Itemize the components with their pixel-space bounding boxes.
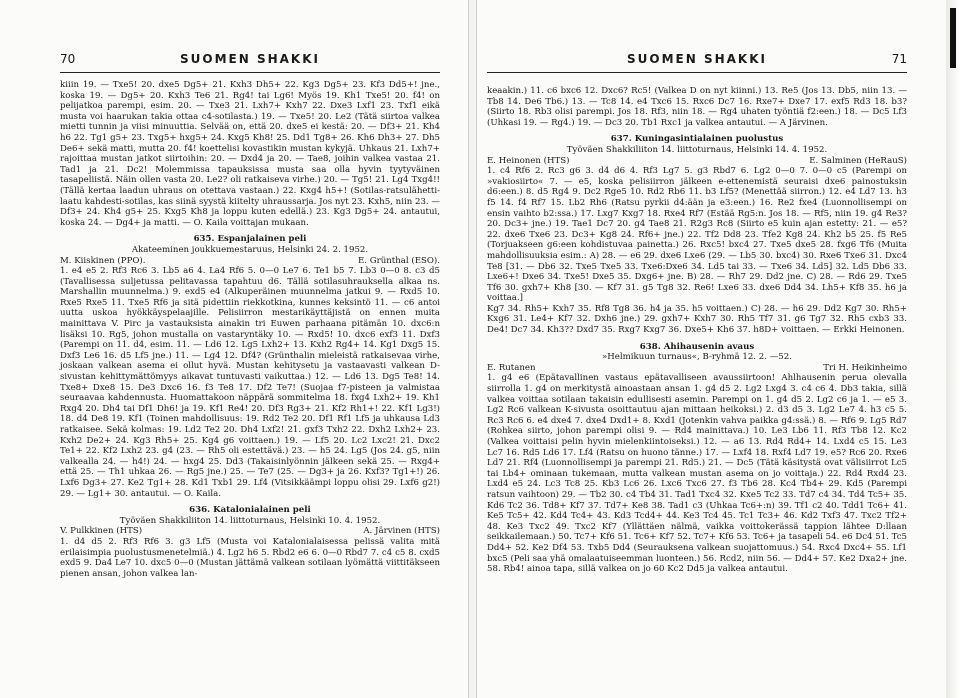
page-number-right: 71 xyxy=(891,52,907,66)
page-edge xyxy=(946,0,960,698)
running-title-right: SUOMEN SHAKKI xyxy=(627,52,767,66)
game-637-event: Työväen Shakkiliiton 14. liittoturnaus, Helsinki 14. 4. 1952. xyxy=(566,144,828,155)
binding-mark xyxy=(950,8,956,68)
game-637-heading: 637. Kuningasintialainen puolustus xyxy=(610,134,784,145)
game-637-moves-cont: Kg7 34. Rh5+ Kxh7 35. Rf8 Tg8 36. h4 ja 35. h5 voittaen.) C) 28. — h6 29. Dd2 Kg7 30. Rh5+ Kxg6 31. Le4+ Kf7 32. Dxh6 jne.) 29. gxh7+ Kxh7 30. Rh5 Tf7 31. g6 Tg7 32. Rh5 cxb3 33. De4! Dc7 34. Kh3?? Dxd7 35. Rxg7 Kxg7 36. Dxe5+ Kh6 37. h8D+ voittaen. — Erkki Heinonen. xyxy=(487,303,907,336)
game-637-black: E. Salminen (HeRauS) xyxy=(809,155,907,166)
game-638-players xyxy=(487,363,907,374)
game-637-players xyxy=(487,156,907,167)
game-635-event: Akateeminen joukkuemestaruus, Helsinki 24. 2. 1952. xyxy=(131,244,369,255)
continuation-text-left: kiiin 19. — Txe5! 20. dxe5 Dg5+ 21. Kxh3 Dh5+ 22. Kg3 Dg5+ 23. Kf3 Dd5+! jne., koska 19. — Dg5+ 20. Kxh3 Te6 21. Rg4! tai Lg6! Myös 19. Kh1 Txe5! 20. f4! on pelijatkoa parempi, esim. 20. — Txe3 21. Lxh7+ Kxh7 22. Dxe3 Lxf1 23. Txf1 eikä musta voi haarukan takia ottaa c4-sotilasta.) 19. — Txe5! 20. Le2 (Tätä siirtoa valkea mietti tunnin ja viisi minuuttia. Selvää on, että 20. dxe5 ei kestä: 20. — Df3+ 21. Kh4 h6 22. Tg1 g5+ 23. Txg5+ hxg5+ 24. Kxg5 Kh8! 25. Dd1 Tg8+ 26. Kh6 Dh3+ 27. Dh5 De6+ sekä matti, mutta 20. f4! koettelisi kovastikin mustan kykyjä. Uhkaus 21. Lxh7+ rajoittaa mustan jatkot siirtoihin: 20. — Dxd4 ja 20. — Tae8, joihin valkea vastaa 21. Tad1 ja 21. Dc2! Molemmissa tapauksissa musta saa olla hyvin tyytyväinen tasapeliistä. Näin ollen vasta 20. Le2? oli ratkaiseva virhe.) 20. — Tg5! 21. Lg4 Txg4!! (Tällä kertaa laadun uhraus on otettava vastaan.) 22. Kxg4 h5+! (Sotilas-ratsulähetti-laatu kahdesti-sotilas, kas siinä syystä kiitelty uhraussarja. Jos nyt 23. Kxh5, niin 23. — Df3+ 24. Kh4 g5+ 25. Kxg5 Kh8 ja loppu kuten edellä.) 23. Kg3 Dg5+ 24. antautui, koska 24. — Dg4+ ja matti. — O. Kaila voittajan mukaan. xyxy=(60,80,440,228)
game-638-white: E. Rutanen xyxy=(487,362,536,373)
game-636-heading: 636. Katalonialainen peli xyxy=(189,505,311,516)
game-636-moves: 1. d4 d5 2. Rf3 Rf6 3. g3 Lf5 (Musta voi Katalonialaisessa pelissä valita mitä erilaisimpia puolustusmenetelmiä.) 4. Lg2 h6 5. Rbd2 e6 6. 0—0 Rbd7 7. c4 c5 8. cxd5 exd5 9. Da4 Le7 10. dxc5 0—0 (Mustan jättämä valkean sotilaan lyömättä viittitäkseen pienen ansan, johon valkea lan- xyxy=(60,536,440,579)
right-page-body xyxy=(487,86,907,575)
game-636-black: A. Järvinen (HTS) xyxy=(363,526,440,537)
game-638-heading: 638. Ahihausenin avaus xyxy=(639,341,755,352)
game-635-black: E. Grünthal (ESO). xyxy=(357,255,440,266)
game-637-moves: 1. c4 Rf6 2. Rc3 g6 3. d4 d6 4. Rf3 Lg7 5. g3 Rbd7 6. Lg2 0—0 7. 0—0 c5 (Parempi on »vakiosiirto« 7. — e5, koska pelisiirron jälkeen e-ettenemistä seuraisi dxe6 painostuksin d6:een.) 8. d5 Rg4 9. Dc2 Rge5 10. Rd2 Rb6 11. b3 Lf5? (Menettää siirron.) 12. e4 Ld7 13. h3 f5 14. f4 Rf7 15. Lb2 Rh6 (Ratsu pyrkii d4:ään ja e3:een.) 16. Re2 fxe4 (Luonnollisempi on ensin vaihto b2:ssa.) 17. Lxg7 Kxg7 18. Rxe4 Rf7 (Estää Rg5:n. Jos 18. — Rf5, niin 19. g4 Re3? 20. Dc3+ jne.) 19. Tae1 Dc7 20. g4 Tae8 21. R2g3 Rc8 (Siirto e5 kuin ajan estetty: 21. — e5? 22. dxe6 Txe6 23. Dc3+ Kg8 24. Rf6+ jne.) 22. Tf2 Dd8 23. Tfe2 Kg8 24. Kh2 b5 25. f5 Re5 (Torjuakseen g6:een kohdistuvaa painetta.) 26. Rxc5! bxc4 27. Txe5 dxe5 28. fxg6 Tf6 (Muita mahdollisuuksia esim.: A) 28. — e6 29. dxe6 Lxe6 (29. — Lb5 30. bxc4) 30. Rxe6 Txe6 31. Dxc4 Te8 [31. — Db6 32. Txe5 Txe5 33. Txe6:Dxe6 34. Ld5 tai 33. — Txe6 34. Ld5] 32. Ld5 Db6 33. Lxe6+! Dxe6 34. Txe5! Dxe5 35. Dxg6+ jne. B) 28. — Rh7 29. Dd2 jne. C) 28. — Rd6 29. Txe5 Tf6 30. gxh7+ Kh8 [30. — Kf7 31. g5 Tg8 32. Re6! Lxe6 33. dxe6 Dd4 34. Lh5+ Kf8 35. h6 ja voittaa.] xyxy=(487,166,907,304)
running-title-left: SUOMEN SHAKKI xyxy=(180,52,320,66)
game-636-players xyxy=(60,526,440,537)
game-638-subtitle: »Helmikuun turnaus«, B-ryhmä 12. 2. —52. xyxy=(602,352,792,363)
game-635-white: M. Kiiskinen (PPO). xyxy=(60,255,146,266)
game-635-heading: 635. Espanjalainen peli xyxy=(193,234,307,245)
game-638-moves: 1. g4 e6 (Epätavallinen vastaus epätavalliseen avaussiirtoon! Ahlhausenin perua olevalla siirrolla 1. g4 on merkitystä ainoastaan ansan 1. g4 d5 2. Lg2 Lxg4 3. c4 c6 4. Db3 takia, sillä valkea voittaa sotilaan takaisin edullisesti asemin. Parempi on 1. g4 d5 2. Lg2 c6 ja 1. — e5 3. Lg2 Rc6 valkean K-sivusta osoittautuu ajan mittaan heikoksi.) 2. d3 d5 3. Lg2 Le7 4. h3 c5 5. Rc3 Rc6 6. e4 dxe4 7. dxe4 Dxd1+ 8. Kxd1 (Jotenkin vahva paikka g4:ssä.) 8. — Rf6 9. Lg5 Rd7 (Rohkea siirto, johon parempi olisi 9. — Rd4 mainittava.) 10. Le3 Lb6 11. Rf3 Tb8 12. Kc2 (Valkea voittaisi pelin hyvin mielenkiintoiseksi.) 12. — a6 13. Rd4 Rd4+ 14. Lxd4 c5 15. Le3 Lc7 16. Rd5 Ld6 17. Lf4 (Ratsu on huono tänne.) 17. — Lxf4 18. Rxf4 Ld7 19. e5? Rc6 20. Rxe6 Ld7 21. Rf4 (Luonnollisempi ja parempi 21. Rd5.) 21. — Dc5 (Tätä käsitystä ovat välisiirrot Lc5 tai Lb4+ ominaan tukemaan, mutta valkean mustan asema on jo voittaja.) 22. Rd4 Rxd4 23. Lxd4 e5 24. Lc3 Tc8 25. Kb3 Lc6 26. Lxc6 Txc6 27. f3 Tb6 28. Kc4 Tb4+ 29. Kd5 (Parempi ratsun vaihtoon) 29. — Tb2 30. c4 Tb4 31. Tad1 Txc4 32. Kxe5 Tc2 33. Td7 c4 34. Td4 Tc5+ 35. Kd6 Tc2 36. Td8+ Kf7 37. Td7+ Ke8 38. Tad1 c3 (Uhkaa Tc6+:n) 39. Tf1 c2 40. Tdd1 Tc6+ 41. Ke5 Tc5+ 42. Kd4 Tc4+ 43. Kd3 Tcd4+ 44. Ke3 Tc4 45. Tc1 Tc3+ 46. Kd2 Txf3 47. Txc2 Tf2+ 48. Ke3 Txc2 49. Txc2 Kf7 (Yllättäen nälmä, vaikka voittokerässä tappion lähtee D:llaan seikkailemaan.) 50. Tc7+ Kf6 51. Tc6+ Kf7 52. Tc7+ Kf6 53. Tc6+ ja tasapeli 54. e6 Dc4 51. Tc5 Dd4+ 52. Ke2 Df4 53. Txb5 Dd4 (Seurauksena valkean suojattomuus.) 54. Rxc4 Dxc4+ 55. Lf1 bxc5 (Peli saa yhä omalaatuiseemman luonteen.) 56. Rcd2, niin 56. — Dd4+ 57. Ke2 Dxa2+ jne. 58. Rb4! ainoa tapa, sillä valkea on jo 60 Kc2 Dd5 ja valkea antautui. xyxy=(487,373,907,575)
left-page xyxy=(0,0,469,698)
right-page xyxy=(476,0,947,698)
game-637-white: E. Heinonen (HTS) xyxy=(487,155,570,166)
game-636-white: V. Pulkkinen (HTS) xyxy=(60,526,143,537)
left-running-header xyxy=(60,52,440,73)
right-running-header xyxy=(487,52,907,73)
page-number-left: 70 xyxy=(60,52,76,66)
game-635-players xyxy=(60,256,440,267)
game-635-moves: 1. e4 e5 2. Rf3 Rc6 3. Lb5 a6 4. La4 Rf6 5. 0—0 Le7 6. Te1 b5 7. Lb3 0—0 8. c3 d5 (Tavallisessa suljetussa pelitavassa tapahtuu d6. Tällä sotilasuhrauksella alkaa ns. Marshallin muunnelma.) 9. exd5 e4 (Alkuperäinen muunnelma jatkui 9. — Rxd5 10. Rxe5 Rxe5 11. Txe5 Rf6 ja sitä pidettiin riekkotkina, kunnes keksintö 11. — c6 antoi uutta uskoa hyökkäyspelaajille. Pelisiirron mestarikäyttäjistä on ennen muita mainittava V. Pirc ja vastauksista ainakin tri Euwen parhaana pitämän 10. dxc6:n lisäksi 10. Rg5, johon mustalla on vastaryntäky 10. — Rxd5! 10. dxc6 exf3 11. Dxf3 (Parempi on 11. d4, esim. 11. — Ld6 12. Lg5 Lxh2+ 13. Kxh2 Rg4+ 14. Kg1 Dxg5 15. Dxf3 Le6 16. d5 Lf5 jne.) 11. — Lg4 12. Df4? (Grünthalin mieleistä ratkaisevaa virhe, joskaan valkean asema ei ollut hyvä. Mustan kehitysetu ja vastaavasti valkean D-sivustan kehittymättömyys aikavat tuntuvasti vaikuttaa.) 12. — Ld6 13. Dg5 Te8! 14. Txe8+ Dxe8 15. De3 Dxc6 16. f3 Te8 17. Df2 Te7! (Suojaa f7-pisteen ja valmistaa seuraavaa kahdennusta. Huomattakoon näppärä sommitelma 18. fxg4 Lxh2+ 19. Kh1 Rxg4 20. Dh4 tai Df1 Dh6! ja 19. Kf1 Re4! 20. Df3 Rg3+ 21. Kf2 Rh1+! 22. Kf1 Lg3!) 18. d4 De8 19. Kf1 (Toinen mahdollisuus: 19. Rd2 Te2 20. Df1 Rf1 Lf5 ja uhkausa Ld3 ratkaisee. Sekä kolmas: 19. Ld2 Te2 20. Dh4 Lxf2! 21. gxf3 Txh2 22. Dxh2 Lxh2+ 23. Kxh2 De2+ 24. Kg3 Rh5+ 25. Kg4 g6 voittaen.) 19. — Lf5 20. Lc2 Lxc2! 21. Dxc2 Te1+ 22. Kf2 Lxh2 23. g4 (23. — Rh5 oli estettävä.) 23. — h5 24. Lg5 (Jos 24. g5, niin valkealla 24. — h4!) 24. — hxg4 25. Dd3 (Takaisinlyönnin jälkeen sekä 25. — Rxg4+ että 25. — Th1 uhkaa 26. — Rg5 jne.) 25. — Te7 (25. — Dg3+ ja 26. Kxf3? Tg1+!) 26. Lxf6 Dg3+ 27. Ke2 Tg1+ 28. Kd1 Txb1 29. Lf4 (Vitsikkäämpi loppu olisi 29. Lxf6 g2!) 29. — Lg1+ 30. antautui. — O. Kaila. xyxy=(60,266,440,499)
game-638-black: Tri H. Heikinheimo xyxy=(823,362,907,373)
game-636-event: Työväen Shakkiliiton 14. liittoturnaus, Helsinki 10. 4. 1952. xyxy=(119,515,381,526)
continuation-text-right: keaakin.) 11. c6 bxc6 12. Dxc6? Rc5! (Valkea D on nyt kiinni.) 13. Re5 (Jos 13. Db5, niin 13. — Tb8 14. De6 Tb6.) 13. — Tc8 14. e4 Txc6 15. Rxc6 Dc7 16. Rxe7+ Dxe7 17. exf5 Rd3 18. b3? (Siirto 18. Rb3 olisi parempi. Jos 18. Rf3, niin 18. — Rg4 uhaten työntiä f2:een.) 18. — Dc5 Lf3 (Uhkasi 19. — Rg4.) 19. — Dc3 20. Tb1 Rxc1 ja valkea antautui. — A Järvinen. xyxy=(487,86,907,128)
left-page-body xyxy=(60,80,440,579)
